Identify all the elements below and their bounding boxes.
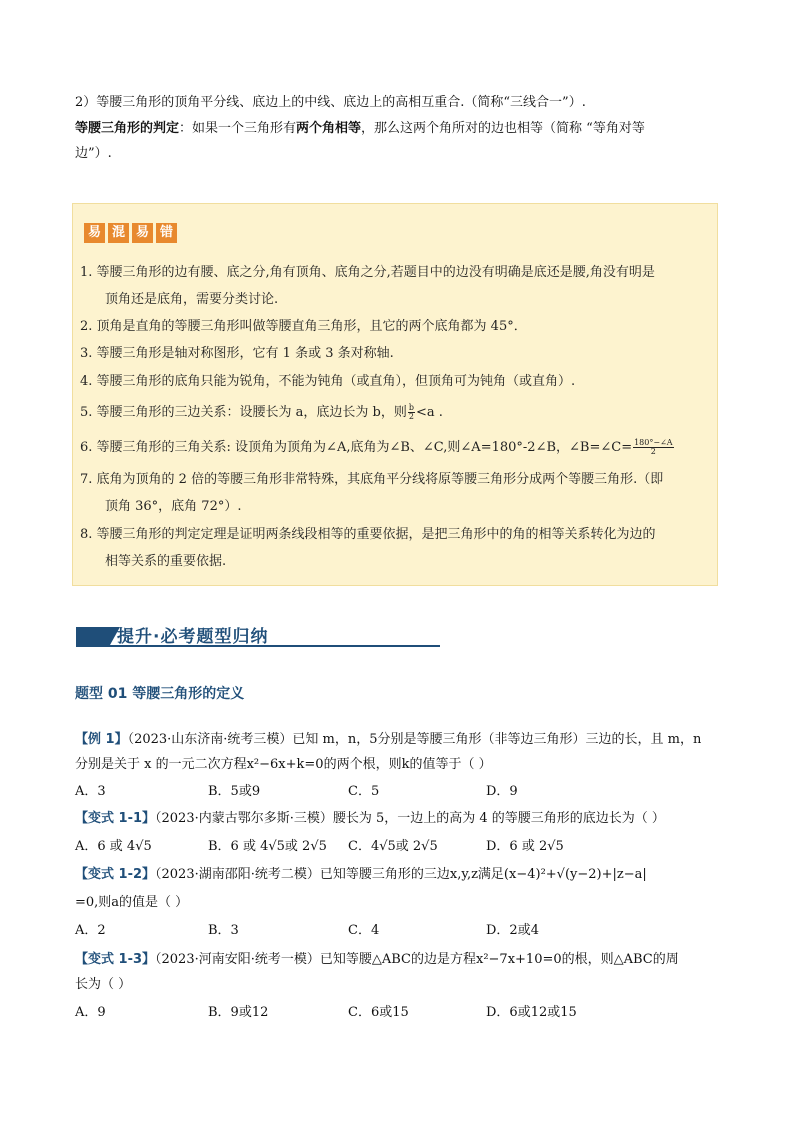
variant-1-3-line-2: 长为（ ） [75, 977, 132, 992]
variant-1-2-option-a: A．2 [75, 923, 106, 938]
tip-item-5 [80, 404, 443, 422]
variant-1-2-line-2: =0,则a的值是（ ） [75, 895, 189, 910]
example-1-text: （2023·山东济南·统考三模）已知 m，n，5分别是等腰三角形（非等边三角形）三边的长，且 m，n [127, 732, 702, 747]
variant-1-1-text: （2023·内蒙古鄂尔多斯·三模）腰长为 5，一边上的高为 4 的等腰三角形的底边长为（ ） [155, 811, 665, 826]
intro-line-1: 2）等腰三角形的顶角平分线、底边上的中线、底边上的高相互重合.（简称“三线合一”）. [75, 95, 586, 110]
judge-text-a: ：如果一个三角形有 [179, 121, 297, 136]
judge-text-b: ，那么这两个角所对的边也相等（简称 “等角对等 [361, 121, 645, 136]
variant-1-2-text: （2023·湖南邵阳·统考二模）已知等腰三角形的三边x,y,z满足(x−4)²+√(y−2)+|z−a| [155, 867, 647, 882]
variant-1-2-option-d: D．2或4 [486, 923, 539, 938]
tip-badge-2: 混 [108, 223, 129, 243]
judge-bold: 两个角相等 [296, 121, 362, 136]
tip-item-2: 2. 顶角是直角的等腰三角形叫做等腰直角三角形，且它的两个底角都为 45°． [80, 319, 527, 334]
tip-item-5-end: <a . [416, 405, 443, 420]
variant-1-3-option-b: B．9或12 [208, 1005, 269, 1020]
fraction-numerator: 180°−∠A [634, 438, 673, 447]
variant-1-1-tag: 【变式 1-1】 [75, 811, 156, 826]
variant-1-3-text: （2023·河南安阳·统考一模）已知等腰△ABC的边是方程x²−7x+10=0的根，则△ABC的周 [155, 952, 679, 967]
intro-judge-line-cont: 边”）. [75, 146, 112, 161]
variant-1-3-option-a: A．9 [75, 1005, 106, 1020]
example-1-option-b: B．5或9 [208, 784, 261, 799]
variant-1-1-option-a: A．6 或 4√5 [75, 839, 152, 854]
judge-label: 等腰三角形的判定 [75, 121, 180, 136]
tip-badge-3: 易 [132, 223, 153, 243]
tip-item-8-cont: 相等关系的重要依据. [105, 554, 227, 569]
variant-1-2-line-1 [75, 866, 647, 884]
example-1-line-1 [75, 731, 701, 749]
variant-1-3-tag: 【变式 1-3】 [75, 952, 156, 967]
tip-item-1-cont: 顶角还是底角，需要分类讨论. [105, 292, 279, 307]
tip-item-3: 3. 等腰三角形是轴对称图形，它有 1 条或 3 条对称轴. [80, 346, 394, 361]
tip-badge-1: 易 [84, 223, 105, 243]
example-1-option-a: A．3 [75, 784, 106, 799]
variant-1-1-line-1 [75, 810, 665, 828]
variant-1-2-tag: 【变式 1-2】 [75, 867, 156, 882]
variant-1-3-option-c: C．6或15 [348, 1005, 409, 1020]
variant-1-3-line-1 [75, 951, 679, 969]
tip-item-4: 4. 等腰三角形的底角只能为锐角，不能为钝角（或直角），但顶角可为钝角（或直角）. [80, 374, 576, 389]
example-1-tag: 【例 1】 [75, 732, 128, 747]
fraction-denominator: 2 [408, 412, 414, 421]
example-1-option-d: D．9 [486, 784, 518, 799]
example-1-option-c: C．5 [348, 784, 380, 799]
fraction-b-over-2 [408, 404, 415, 421]
tip-item-8: 8. 等腰三角形的判定定理是证明两条线段相等的重要依据，是把三角形中的角的相等关系转化为边的 [80, 527, 656, 542]
tip-item-6-text: 6. 等腰三角形的三角关系: 设顶角为顶角为∠A,底角为∠B、∠C,则∠A=180°-2∠B，∠B=∠C= [80, 440, 633, 455]
section-header-bar [76, 627, 110, 645]
variant-1-3-option-d: D．6或12或15 [486, 1005, 577, 1020]
tip-item-1: 1. 等腰三角形的边有腰、底之分,角有顶角、底角之分,若题目中的边没有明确是底还是腰,角没有明是 [80, 265, 655, 280]
tip-item-5-text: 5. 等腰三角形的三边关系：设腰长为 a，底边长为 b，则 [80, 405, 407, 420]
tip-item-7-cont: 顶角 36°，底角 72°）. [105, 499, 242, 514]
variant-1-1-option-b: B．6 或 4√5或 2√5 [208, 839, 327, 854]
example-1-line-2: 分别是关于 x 的一元二次方程x²−6x+k=0的两个根，则k的值等于（ ） [75, 757, 492, 772]
variant-1-1-option-d: D．6 或 2√5 [486, 839, 564, 854]
variant-1-1-option-c: C．4√5或 2√5 [348, 839, 438, 854]
question-type-heading: 题型 01 等腰三角形的定义 [75, 686, 245, 702]
section-title: 提升·必考题型归纳 [117, 627, 269, 647]
fraction-denominator: 2 [650, 447, 656, 456]
tip-badge-4: 错 [156, 223, 177, 243]
variant-1-2-option-b: B．3 [208, 923, 239, 938]
tip-item-6 [80, 439, 675, 457]
intro-judge-line [75, 120, 645, 138]
tip-item-7: 7. 底角为顶角的 2 倍的等腰三角形非常特殊，其底角平分线将原等腰三角形分成两个等腰三角形.（即 [80, 472, 664, 487]
variant-1-2-option-c: C．4 [348, 923, 380, 938]
fraction-angle [633, 439, 673, 456]
fraction-numerator: b [408, 403, 414, 412]
